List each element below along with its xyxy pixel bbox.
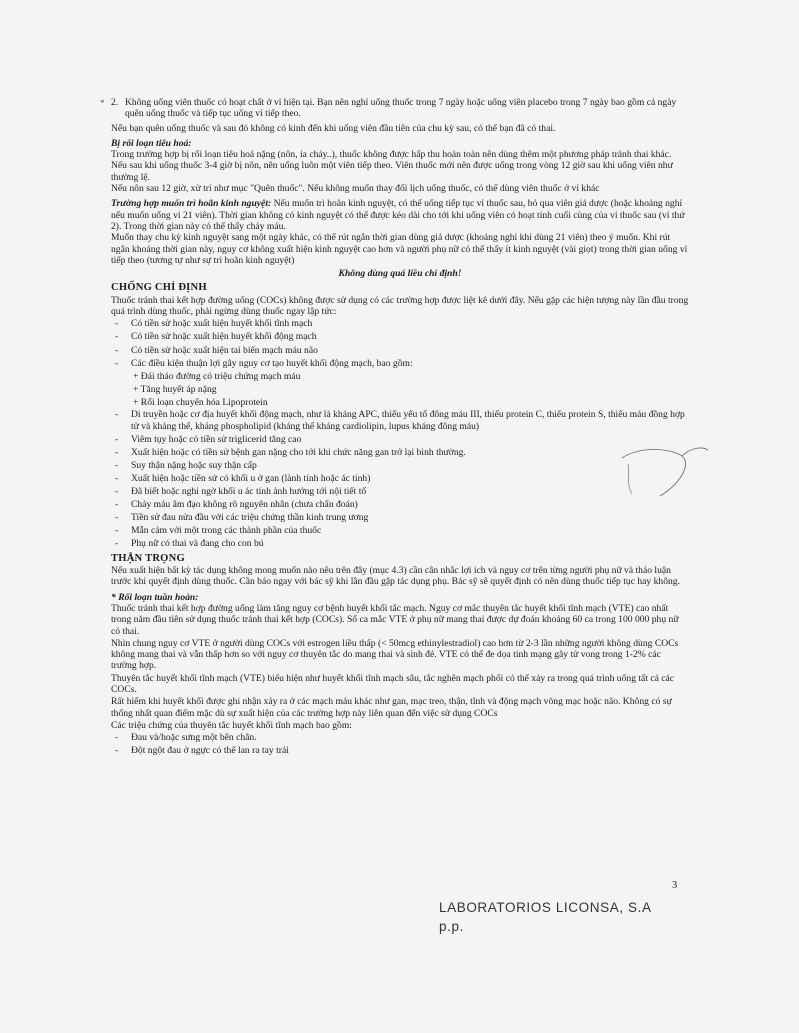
list-item: - Đột ngột đau ở ngực có thể lan ra tay trái (115, 745, 289, 757)
document-body (111, 97, 689, 759)
digestive-paragraph-1: Trong trường hợp bị rối loạn tiêu hoá nặng (nôn, ỉa chảy..), thuốc không được hấp thu hoàn toàn nên dùng thêm một phương pháp tránh thai khác. Nếu sau khi uống thuốc 3-4 giờ bị nôn, nên uống luôn một viên tiếp theo. Viên thuốc mới nên được uống trong vòng 12 giờ sau khi uống viên như thường lệ. (111, 149, 673, 183)
sub-list-item: + Rối loạn chuyển hóa Lipoprotein (133, 396, 268, 408)
list-item: - Viêm tụy hoặc có tiền sử triglicerid tăng cao (115, 433, 302, 445)
caution-paragraph-1: Thuốc tránh thai kết hợp đường uống làm tăng nguy cơ bệnh huyết khối tắc mạch. Nguy cơ mắc thuyên tắc huyết khối tĩnh mạch (VTE) cao nhất trong năm đầu tiên sử dụng thuốc tránh thai kết hợp (COCs). Số ca mắc VTE ở phụ nữ mang thai được dự đoán khoảng 60 ca trong 100 000 phụ nữ có thai. (111, 602, 679, 637)
page-number: 3 (672, 880, 678, 891)
list-item: - Đã biết hoặc nghi ngờ khối u ác tính ảnh hưởng tới nội tiết tố (115, 486, 367, 498)
list-item: - Phụ nữ có thai và đang cho con bú (115, 538, 264, 550)
list-item: - Xuất hiện hoặc tiền sử có khối u ở gan (lành tính hoặc ác tính) (115, 472, 371, 484)
symptom-list (111, 732, 689, 756)
risk-factor-sublist (111, 371, 689, 408)
digestive-heading: Bị rối loạn tiêu hoá: (111, 137, 192, 149)
forgot-paragraph: Nếu bạn quên uống thuốc và sau đó không có kinh đến khi uống viên đầu tiên của chu kỳ sau, có thể bạn đã có thai. (111, 122, 556, 134)
caution-paragraph-3: Thuyên tắc huyết khối tĩnh mạch (VTE) biểu hiện như huyết khối tĩnh mạch sâu, tắc nghẽn mạch phổi có thể xảy ra trong quá trình uống tất cả các COCs. (111, 672, 675, 696)
overdose-warning: Không dùng quá liều chỉ định! (338, 268, 462, 280)
list-item: - Mẫn cảm với một trong các thành phần của thuốc (115, 525, 322, 537)
item-number: 2. (111, 97, 119, 108)
list-item: - Suy thận nặng hoặc suy thận cấp (115, 459, 257, 471)
caution-paragraph-2: Nhìn chung nguy cơ VTE ở người dùng COCs với estrogen liều thấp (< 50mcg ethinylestradiol) cao hơn từ 2-3 lần những người không dùng COCs không mang thai và vẫn thấp hơn so với nguy cơ thuyên tắc do mang thai và sinh đẻ. VTE có thể đe dọa tính mạng gây tử vong trong 1-2% các trường hợp. (111, 637, 679, 672)
company-stamp (439, 898, 652, 936)
contraindications-list-b (111, 409, 689, 549)
list-item: - Đau và/hoặc sưng một bên chân. (115, 732, 257, 744)
caution-paragraph-4: Rất hiếm khi huyết khối được ghi nhận xảy ra ở các mạch máu khác như gan, mạc treo, thận, tĩnh và động mạch võng mạc hoặc não. Không có sự thống nhất quan điểm mặc dù sự xuất hiện của các trường hợp này liên quan đến việc sử dụng COCs (111, 696, 672, 719)
sub-list-item: + Tăng huyết áp nặng (133, 383, 217, 395)
handwritten-mark (620, 444, 710, 504)
delay-paragraph-1 (111, 198, 689, 232)
digestive-paragraph-2: Nếu nôn sau 12 giờ, xử trí như mục "Quên thuốc". Nếu không muốn thay đổi lịch uống thuốc, có thể dùng viên thuốc ở vỉ khác (111, 183, 600, 195)
delay-paragraph-2: Muốn thay chu kỳ kinh nguyệt sang một ngày khác, có thể rút ngắn thời gian dùng giả dược (khoảng nghỉ khi dùng 21 viên) theo ý muốn. Khi rút ngắn khoảng thời gian này, nguy cơ không xuất hiện kinh nguyệt cao hơn và người phụ nữ có thể thấy ít kinh nguyệt (vài giọt) trong thời gian uống vỉ tiếp theo (tương tự như sự trì hoãn kinh nguyệt) (111, 232, 688, 266)
sub-list-item: + Đái tháo đường có triệu chứng mạch máu (133, 370, 301, 382)
list-item: - Có tiền sử hoặc xuất hiện huyết khối tĩnh mạch (115, 318, 313, 330)
list-item: - Chảy máu âm đạo không rõ nguyên nhân (chưa chẩn đoán) (115, 499, 358, 511)
numbered-item-2 (111, 97, 689, 120)
list-item: - Tiền sử đau nửa đầu với các triệu chứng thần kinh trung ương (115, 512, 369, 524)
caution-intro: Nếu xuất hiện bất kỳ tác dụng không mong muốn nào nêu trên đây (mục 4.3) cần cân nhắc lợi ích và nguy cơ trên từng người phụ nữ và thảo luận trước khi quyết định dùng thuốc. Cần báo ngay với bác sỹ khi lần đầu gặp tác dụng phụ. Bác sỹ sẽ quyết định có nên dùng thuốc tiếp tục hay không. (111, 565, 681, 588)
circulation-heading: * Rối loạn tuần hoàn: (111, 591, 199, 603)
contraindications-list-a (111, 318, 689, 369)
contraindications-heading: CHỐNG CHỈ ĐỊNH (111, 282, 207, 294)
contraindications-intro: Thuốc tránh thai kết hợp đường uống (COCs) không được sử dụng có các trường hợp được liệt kê dưới đây. Nếu gặp các hiện tượng này lần đầu trong quá trình dùng thuốc, phải ngừng dùng thuốc ngay lập tức: (111, 294, 689, 318)
caution-paragraph-5: Các triệu chứng của thuyên tắc huyết khối tĩnh mạch bao gồm: (111, 719, 352, 731)
list-item: - Có tiền sử hoặc xuất hiện huyết khối động mạch (115, 331, 317, 343)
caution-heading: THẬN TRỌNG (111, 552, 185, 564)
list-item: - Xuất hiện hoặc có tiền sử bệnh gan nặng cho tới khi chức năng gan trở lại bình thường. (115, 446, 466, 458)
list-item: - Các điều kiện thuận lợi gây nguy cơ tạo huyết khối động mạch, bao gồm: (115, 357, 413, 369)
list-item: - Có tiền sử hoặc xuất hiện tai biến mạch máu não (115, 344, 318, 356)
stamp-company-name: LABORATORIOS LICONSA, S.A (439, 900, 652, 915)
delay-text: Nếu muốn trì hoãn kinh nguyệt, có thể uống tiếp tục vỉ thuốc sau, bỏ qua viên giả dược (hoặc khoảng nghỉ nếu muốn uống vỉ 21 viên). Thời gian không có kinh nguyệt có thể được kéo dài cho tới khi uống viên có hoạt tính cuối cùng của vỉ thuốc sau (vỉ thứ 2). Trong thời gian này có thể thấy chảy máu. (111, 198, 685, 232)
item-text: Không uống viên thuốc có hoạt chất ở vỉ hiện tại. Bạn nên nghỉ uống thuốc trong 7 ngày hoặc uống viên placebo trong 7 ngày bao gồm cả ngày quên uống thuốc và tiếp tục uống vỉ tiếp theo. (125, 97, 677, 120)
list-item: - Di truyền hoặc cơ địa huyết khối động mạch, như là kháng APC, thiếu yếu tố đông máu III, thiếu protein C, thiếu protein S, thiếu máu đồng hợp tử và kháng thể, kháng phospholipid (kháng thể kháng cardiolipin, lupus kháng đông máu) (115, 409, 685, 432)
stamp-pp: p.p. (439, 919, 464, 934)
delay-heading: Trường hợp muốn trì hoãn kinh nguyệt: (111, 198, 272, 210)
margin-mark: * (100, 98, 105, 108)
